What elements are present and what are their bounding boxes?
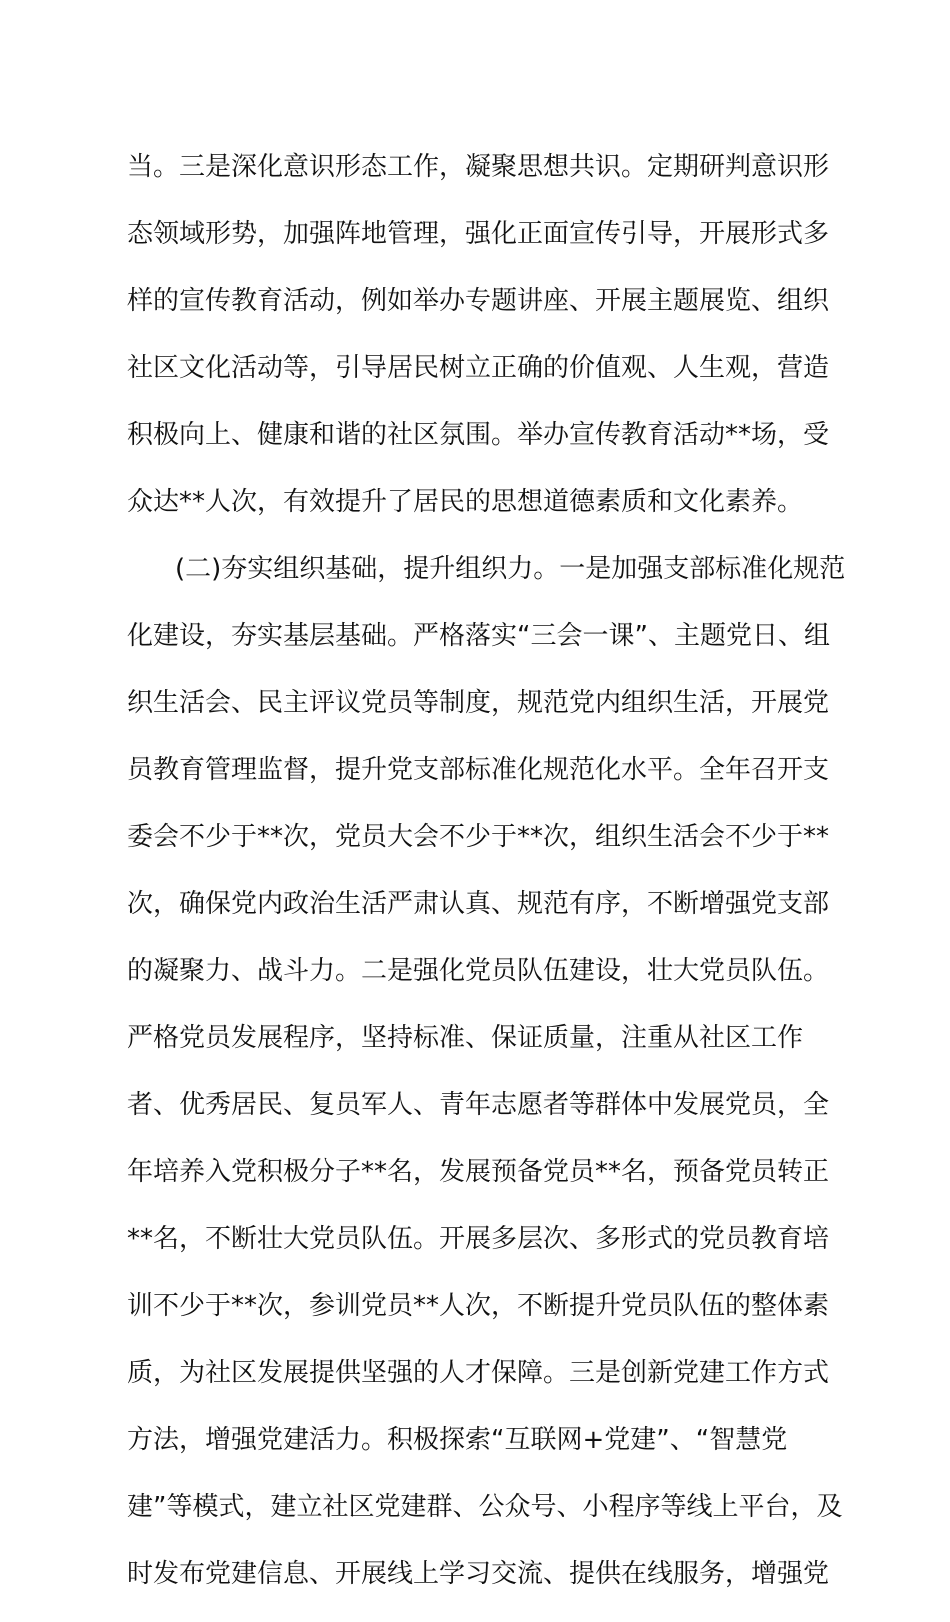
text-line: 样的宣传教育活动，例如举办专题讲座、开展主题展览、组织 <box>127 286 830 316</box>
text-line: 社区文化活动等，引导居民树立正确的价值观、人生观，营造 <box>127 353 830 383</box>
text-line: 积极向上、健康和谐的社区氛围。举办宣传教育活动**场，受 <box>127 420 830 450</box>
text-line: 化建设，夯实基层基础。严格落实“三会一课”、主题党日、组 <box>127 621 830 651</box>
text-line: 态领域形势，加强阵地管理，强化正面宣传引导，开展形式多 <box>127 219 830 249</box>
text-line: **名，不断壮大党员队伍。开展多层次、多形式的党员教育培 <box>127 1224 830 1254</box>
text-line: 质，为社区发展提供坚强的人才保障。三是创新党建工作方式 <box>127 1358 830 1388</box>
text-line: 训不少于**次，参训党员**人次，不断提升党员队伍的整体素 <box>127 1291 830 1321</box>
text-line: 年培养入党积极分子**名，发展预备党员**名，预备党员转正 <box>127 1157 830 1187</box>
body-text <box>127 148 846 1622</box>
text-line: 委会不少于**次，党员大会不少于**次，组织生活会不少于** <box>127 822 830 852</box>
text-line: 众达**人次，有效提升了居民的思想道德素质和文化素养。 <box>127 487 804 517</box>
text-line: 织生活会、民主评议党员等制度，规范党内组织生活，开展党 <box>127 688 830 718</box>
section-heading-line: (二)夯实组织基础，提升组织力。一是加强支部标准化规范 <box>175 554 846 584</box>
text-line: 时发布党建信息、开展线上学习交流、提供在线服务，增强党 <box>127 1559 830 1589</box>
text-line: 次，确保党内政治生活严肃认真、规范有序，不断增强党支部 <box>127 889 830 919</box>
text-line: 者、优秀居民、复员军人、青年志愿者等群体中发展党员，全 <box>127 1090 830 1120</box>
text-line: 员教育管理监督，提升党支部标准化规范化水平。全年召开支 <box>127 755 830 785</box>
text-line: 建”等模式，建立社区党建群、公众号、小程序等线上平台，及 <box>127 1492 843 1522</box>
text-line: 方法，增强党建活力。积极探索“互联网+党建”、“智慧党 <box>127 1425 788 1455</box>
text-line: 的凝聚力、战斗力。二是强化党员队伍建设，壮大党员队伍。 <box>127 956 830 986</box>
text-line: 严格党员发展程序，坚持标准、保证质量，注重从社区工作 <box>127 1023 804 1053</box>
text-line: 当。三是深化意识形态工作，凝聚思想共识。定期研判意识形 <box>127 152 830 182</box>
